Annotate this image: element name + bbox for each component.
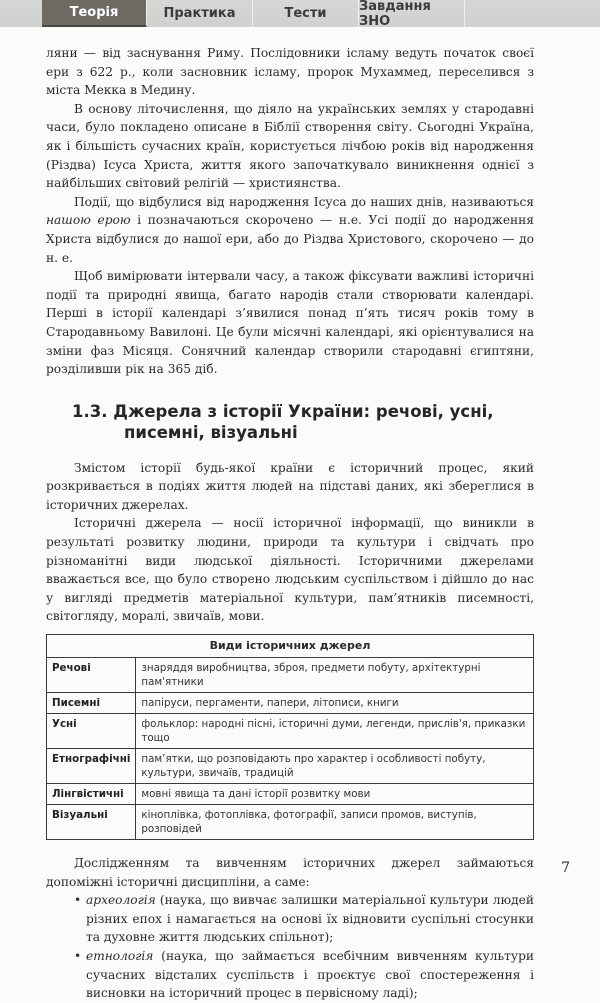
discipline-description: (наука, що займається всебічним вивченням культури сучасних відсталих суспільств і проєктує свої спостереження і висновки на історичний процес в первісному ладі); — [86, 949, 534, 1001]
discipline-term: археологія — [86, 893, 156, 908]
text-segment: і позначаються скорочено — н.е. Усі події до народження Христа відбулися до нашої ери, або до Різдва Христового, скорочено — до н. е. — [46, 213, 534, 265]
paragraph-our-era — [46, 193, 534, 267]
source-type: Лінгвістичні — [47, 784, 136, 805]
table-row — [47, 749, 534, 784]
source-description: знаряддя виробництва, зброя, предмети побуту, архітектурні пам'ятники — [136, 658, 534, 693]
tab-tests[interactable]: Тести — [253, 0, 359, 27]
paragraph-disciplines: Дослідженням та вивченням історичних джерел займаються допоміжні історичні дисципліни, а саме: — [46, 856, 534, 889]
list-item — [86, 947, 534, 1003]
section-tabs-bar — [0, 0, 600, 27]
tab-practice[interactable]: Практика — [147, 0, 253, 27]
section-number: 1.3. — [72, 401, 108, 421]
table-row — [47, 784, 534, 805]
page-content — [46, 44, 534, 1003]
source-type: Візуальні — [47, 805, 136, 840]
list-item — [86, 891, 534, 947]
section-title: Джерела з історії України: речові, усні, писемні, візуальні — [113, 401, 494, 442]
sources-table — [46, 634, 534, 840]
table-title: Види історичних джерел — [47, 635, 534, 658]
source-description: папіруси, пергаменти, папери, літописи, книги — [136, 693, 534, 714]
paragraph-calendars: Щоб вимірювати інтервали часу, а також фіксувати важливі історичні події та природні явища, багато народів стали створювати календарі. Перші в історії календарі з’явилися понад п’ять тисяч років тому в Стародавньому Вавилоні. Це були місячні календарі, які орієнтувалися на зміни фаз Місяця. Сонячний календар створили стародавні єгиптяни, розділивши рік на 365 діб. — [46, 269, 534, 377]
discipline-description: (наука, що вивчає залишки матеріальної культури людей різних епох і намагається на основі їх відновити суспільні стосунки та духовне життя людських спільнот); — [86, 893, 534, 945]
page-number: 7 — [561, 860, 570, 876]
paragraph-historical-sources: Історичні джерела — носії історичної інформації, що виникли в результаті розвитку людини, природи та культури і свідчать про різноманітні види людської діяльності. Історичними джерелами вважається все, що було створено людським суспільством і дійшло до нас у вигляді предметів матеріальної культури, пам’ятників писемності, світогляду, моралі, звичаїв, мови. — [46, 516, 534, 624]
text-segment: Події, що відбулися від народження Ісуса до наших днів, називаються — [74, 194, 534, 209]
source-type: Етнографічні — [47, 749, 136, 784]
source-description: кіноплівка, фотоплівка, фотографії, записи промов, виступів, розповідей — [136, 805, 534, 840]
term-our-era: нашою ерою — [46, 213, 131, 228]
table-row — [47, 714, 534, 749]
table-row — [47, 805, 534, 840]
source-type: Писемні — [47, 693, 136, 714]
paragraph-chronology: В основу літочислення, що діяло на українських землях у стародавні часи, було покладено описане в Біблії створення світу. Сьогодні Україна, як і більшість сучасних країн, користується лічбою років від народження (Різдва) Ісуса Христа, життя якого започаткувало виникнення однієї з найбільших світовий релігій — християнства. — [46, 101, 534, 191]
paragraph-history-content: Змістом історії будь-якої країни є історичний процес, який розкривається в подіях життя людей на підставі даних, які збереглися в історичних джерелах. — [46, 460, 534, 512]
source-type: Речові — [47, 658, 136, 693]
source-type: Усні — [47, 714, 136, 749]
source-description: фольклор: народні пісні, історичні думи, легенди, прислів'я, приказки тощо — [136, 714, 534, 749]
table-row — [47, 693, 534, 714]
tab-theory[interactable]: Теорія — [42, 0, 147, 27]
table-row — [47, 658, 534, 693]
tab-zno-tasks[interactable]: Завдання ЗНО — [359, 0, 465, 27]
paragraph-rome-islam: ляни — від заснування Риму. Послідовники ісламу ведуть початок своєї ери з 622 р., коли засновник ісламу, пророк Мухаммед, переселився з міста Мекка в Медину. — [46, 46, 534, 98]
discipline-term: етнологія — [86, 949, 154, 963]
table-header-row — [47, 635, 534, 658]
source-description: пам’ятки, що розповідають про характер і особливості побуту, культури, звичаїв, традицій — [136, 749, 534, 784]
section-heading — [72, 401, 534, 443]
disciplines-list — [46, 891, 534, 1003]
source-description: мовні явища та дані історії розвитку мови — [136, 784, 534, 805]
